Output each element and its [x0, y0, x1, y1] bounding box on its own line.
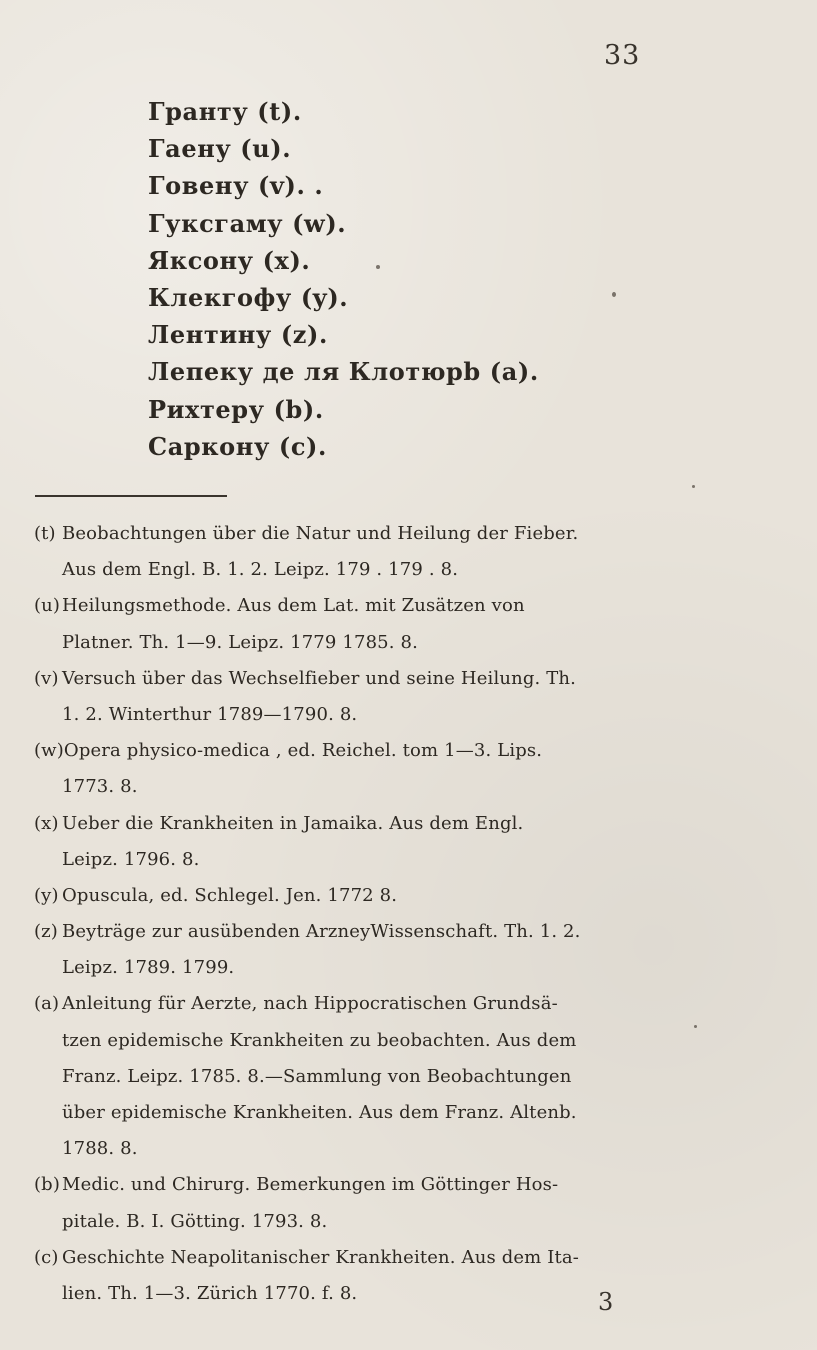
printer-signature: 3	[598, 1288, 614, 1316]
footnote-marker: (x)	[34, 812, 59, 834]
footnote-w-line-2: 1773. 8.	[62, 776, 138, 798]
footnote-w-line-1	[34, 733, 682, 769]
footnote-marker: (c)	[34, 1246, 59, 1268]
footnote-marker: (a)	[34, 993, 60, 1015]
footnote-marker: (t)	[34, 523, 56, 544]
name-list-item: Яксону (x).	[148, 245, 311, 275]
footnote-c-line-2: lien. Th. 1—3. Zürich 1770. f. 8.	[62, 1282, 358, 1304]
footnote-marker: (v)	[34, 667, 59, 689]
name-list-item: Лепеку де ля Клотюрb (a).	[148, 357, 539, 387]
footnote-a-line-1	[34, 986, 682, 1022]
footnote-a-line-4: über epidemische Krankheiten. Aus dem Franz. Altenb.	[62, 1102, 577, 1123]
footnote-a-line-5: 1788. 8.	[62, 1138, 138, 1160]
footnote-text: Opuscula, ed. Schlegel. Jen. 1772 8.	[62, 884, 398, 906]
name-list-item: Лентину (z).	[148, 320, 328, 350]
footnote-u-line-1	[34, 588, 682, 624]
footnote-text: Medic. und Chirurg. Bemerkungen im Göttinger Hos-	[62, 1174, 559, 1196]
footnote-u-line-2: Platner. Th. 1—9. Leipz. 1779 1785. 8.	[62, 631, 419, 653]
footnote-t-line-1	[34, 516, 682, 552]
name-list-item: Гранту (t).	[148, 97, 302, 126]
name-list-item: Рихтеру (b).	[148, 394, 324, 424]
footnote-z-line-1	[34, 914, 682, 950]
footnote-marker: (z)	[34, 921, 58, 943]
footnote-t-line-2: Aus dem Engl. B. 1. 2. Leipz. 179 . 179 . 8.	[62, 559, 459, 581]
footnote-z-line-2: Leipz. 1789. 1799.	[62, 957, 235, 979]
footnote-list	[34, 516, 682, 1312]
footnote-x-line-1	[34, 806, 682, 842]
footnote-marker: (u)	[34, 595, 61, 617]
page-number: 33	[604, 40, 641, 71]
footnote-text: Beobachtungen über die Natur und Heilung der Fieber.	[62, 523, 579, 544]
physician-name-list	[148, 93, 748, 465]
paper-speck	[612, 292, 616, 297]
footnote-a-line-3: Franz. Leipz. 1785. 8.—Sammlung von Beobachtungen	[62, 1065, 572, 1087]
footnote-text: Heilungsmethode. Aus dem Lat. mit Zusätzen von	[62, 595, 525, 617]
paper-speck	[692, 485, 695, 488]
footnote-v-line-1	[34, 661, 682, 697]
footnote-marker: (y)	[34, 884, 59, 906]
footnote-text: Geschichte Neapolitanischer Krankheiten. Aus dem Ita-	[62, 1246, 580, 1268]
footnote-x-line-2: Leipz. 1796. 8.	[62, 848, 200, 870]
footnote-b-line-1	[34, 1167, 682, 1203]
paper-speck	[376, 265, 380, 269]
footnote-text: Ueber die Krankheiten in Jamaika. Aus dem Engl.	[62, 812, 524, 834]
footnote-b-line-2: pitale. B. I. Götting. 1793. 8.	[62, 1210, 328, 1232]
footnote-a-line-2: tzen epidemische Krankheiten zu beobachten. Aus dem	[62, 1029, 577, 1051]
name-list-item: Гаену (u).	[148, 134, 292, 164]
name-list-item: Гуксгаму (w).	[148, 208, 347, 238]
footnote-text: Versuch über das Wechselfieber und seine Heilung. Th.	[62, 667, 577, 689]
footnote-text: Anleitung für Aerzte, nach Hippocratischen Grundsä-	[62, 993, 558, 1015]
name-list-item: Саркону (c).	[148, 431, 327, 461]
footnote-v-line-2: 1. 2. Winterthur 1789—1790. 8.	[62, 703, 358, 725]
footnote-marker: (b)	[34, 1174, 61, 1196]
paper-speck	[694, 1025, 697, 1028]
footnote-divider	[35, 495, 227, 497]
footnote-text: Beyträge zur ausübenden ArzneyWissenschaft. Th. 1. 2.	[62, 921, 581, 943]
name-list-item: Клекгофу (y).	[148, 282, 349, 312]
footnote-c-line-1	[34, 1240, 682, 1276]
name-list-item: Говену (v). .	[148, 171, 324, 201]
footnote-text: Opera physico-medica , ed. Reichel. tom 1—3. Lips.	[63, 740, 543, 762]
footnote-y-line-1	[34, 878, 682, 914]
footnote-marker: (w)	[34, 740, 64, 762]
